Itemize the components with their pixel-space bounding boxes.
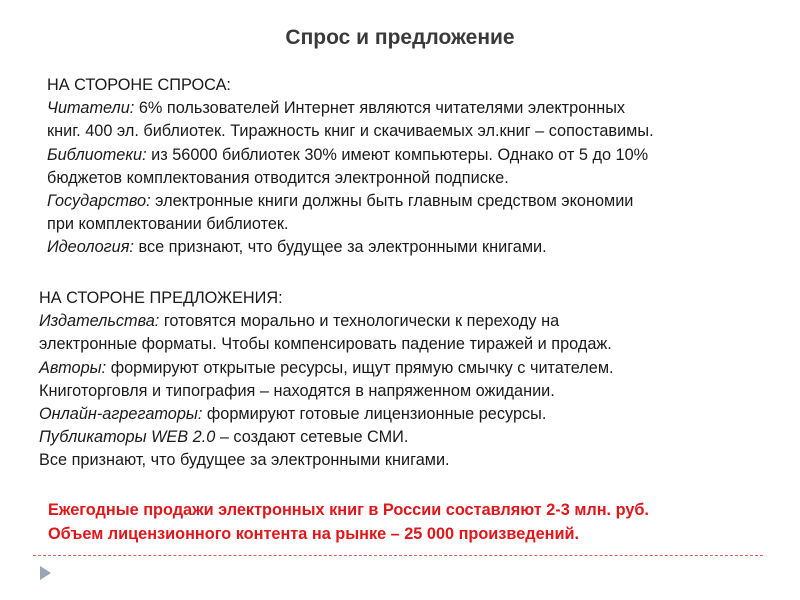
readers-text-2: книг. 400 эл. библиотек. Тиражность книг и скачиваемых эл.книг – сопоставимы. — [47, 122, 654, 141]
demand-heading: НА СТОРОНЕ СПРОСА: — [47, 76, 231, 94]
supply-section — [39, 287, 614, 473]
publishers-text-2: электронные форматы. Чтобы компенсировать падение тиражей и продаж. — [39, 335, 612, 354]
libraries-text-1: из 56000 библиотек 30% имеют компьютеры. Однако от 5 до 10% — [146, 145, 649, 164]
slide-title: Спрос и предложение — [285, 26, 515, 49]
conclusion-text: Все признают, что будущее за электронными книгами. — [39, 451, 450, 470]
aggregators-label: Онлайн-агрегаторы: — [39, 405, 203, 424]
booktrade-text: Книготорговля и типография – находятся в напряженном ожидании. — [39, 381, 555, 400]
libraries-label: Библиотеки: — [47, 145, 147, 164]
supply-authors — [39, 357, 614, 380]
supply-web — [39, 426, 614, 449]
next-slide-arrow-icon[interactable] — [40, 566, 51, 580]
readers-label: Читатели: — [47, 99, 135, 118]
supply-heading: НА СТОРОНЕ ПРЕДЛОЖЕНИЯ: — [39, 289, 283, 307]
web-label: Публикаторы WEB 2.0 — [39, 428, 216, 447]
demand-ideology — [47, 236, 654, 259]
publishers-label: Издательства: — [39, 312, 160, 331]
callout-line-1: Ежегодные продажи электронных книг в России составляют 2-3 млн. руб. — [48, 501, 649, 519]
demand-section — [47, 74, 654, 260]
authors-text: формируют открытые ресурсы, ищут прямую смычку с читателем. — [106, 358, 614, 377]
demand-readers — [47, 97, 654, 120]
publishers-text-1: готовятся морально и технологически к переходу на — [159, 312, 560, 331]
aggregators-text: формируют готовые лицензионные ресурсы. — [202, 405, 547, 424]
web-text: – создают сетевые СМИ. — [215, 428, 409, 447]
sales-callout — [48, 498, 649, 546]
authors-label: Авторы: — [39, 358, 107, 377]
state-label: Государство: — [47, 192, 151, 211]
state-text-2: при комплектовании библиотек. — [47, 215, 289, 234]
ideology-text: все признают, что будущее за электронными книгами. — [133, 238, 547, 257]
libraries-text-2: бюджетов комплектования отводится электронной подписке. — [47, 168, 509, 187]
ideology-label: Идеология: — [47, 238, 134, 257]
supply-aggregators — [39, 403, 614, 426]
state-text-1: электронные книги должны быть главным средством экономии — [150, 192, 634, 211]
callout-line-2: Объем лицензионного контента на рынке – 25 000 произведений. — [48, 525, 580, 543]
demand-libraries — [47, 144, 654, 167]
demand-state — [47, 190, 654, 213]
supply-publishers — [39, 310, 614, 333]
readers-text-1: 6% пользователей Интернет являются читателями электронных — [134, 99, 626, 118]
